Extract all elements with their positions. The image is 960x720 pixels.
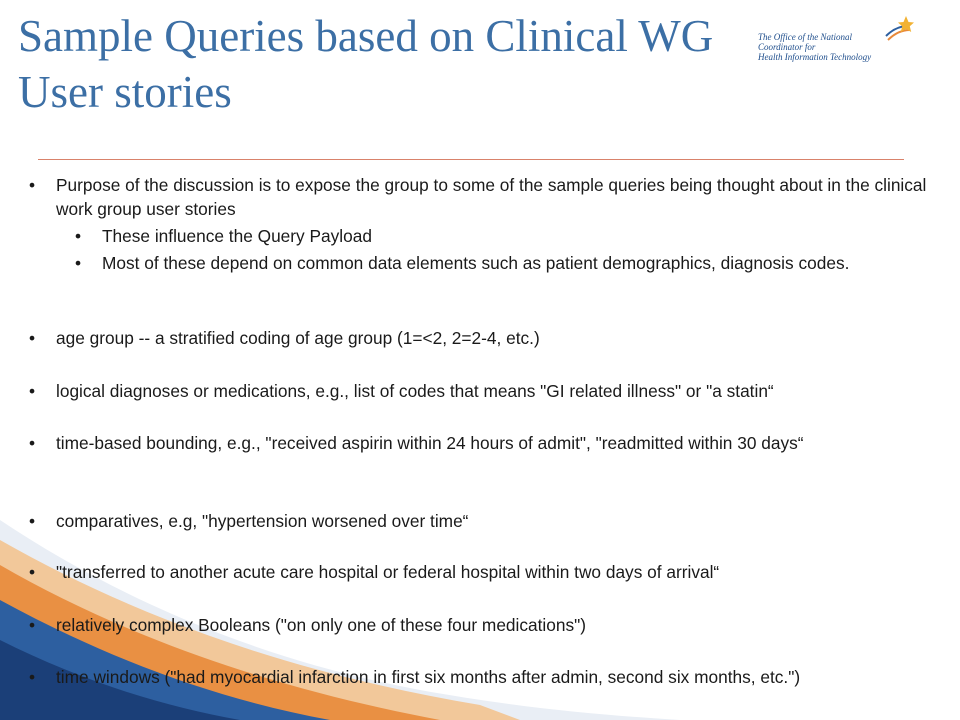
logo-text-line1: The Office of the National Coordinator for (758, 32, 852, 52)
bullet-text: age group -- a stratified coding of age group (1=<2, 2=2-4, etc.) (56, 328, 540, 348)
sub-bullet-item (75, 224, 942, 248)
logo-text (758, 32, 898, 62)
bullet-text: comparatives, e.g, "hypertension worsened over time“ (56, 511, 469, 531)
bullet-dot: • (29, 328, 36, 348)
onc-logo (758, 14, 918, 70)
bullet-dot: • (29, 175, 36, 195)
bullet-text: relatively complex Booleans ("on only one of these four medications") (56, 615, 587, 635)
sub-bullet-item (75, 251, 872, 275)
bullet-text: logical diagnoses or medications, e.g., list of codes that means "GI related illness" or "a statin“ (56, 381, 774, 401)
bullet-dot: • (75, 226, 82, 246)
bullet-text: Most of these depend on common data elements such as patient demographics, diagnosis codes. (102, 253, 850, 273)
bullet-item (29, 379, 946, 403)
bullet-text: These influence the Query Payload (102, 226, 372, 246)
slide-title: Sample Queries based on Clinical WG User stories (18, 11, 714, 117)
bullet-dot: • (75, 253, 82, 273)
bullet-dot: • (29, 562, 36, 582)
bullet-item (29, 173, 946, 221)
logo-text-line2: Health Information Technology (758, 52, 872, 62)
bullet-text: "transferred to another acute care hospital or federal hospital within two days of arrival“ (56, 562, 720, 582)
bullet-dot: • (29, 433, 36, 453)
bullet-text: time-based bounding, e.g., "received aspirin within 24 hours of admit", "readmitted within 30 days“ (56, 433, 804, 453)
bullet-dot: • (29, 511, 36, 531)
bullet-dot: • (29, 381, 36, 401)
bullet-text: time windows ("had myocardial infarction in first six months after admin, second six months, etc.") (56, 667, 801, 687)
bullet-item (29, 613, 946, 637)
bullet-item (29, 326, 946, 350)
bullet-item (29, 431, 916, 455)
bullet-item (29, 509, 946, 533)
bullet-dot: • (29, 615, 36, 635)
bullet-item (29, 560, 946, 584)
title-divider (38, 159, 904, 160)
bullet-item (29, 665, 936, 689)
bullet-dot: • (29, 667, 36, 687)
bullet-text: Purpose of the discussion is to expose the group to some of the sample queries being thought about in the clinical work group user stories (56, 175, 927, 219)
star-icon (884, 14, 914, 44)
